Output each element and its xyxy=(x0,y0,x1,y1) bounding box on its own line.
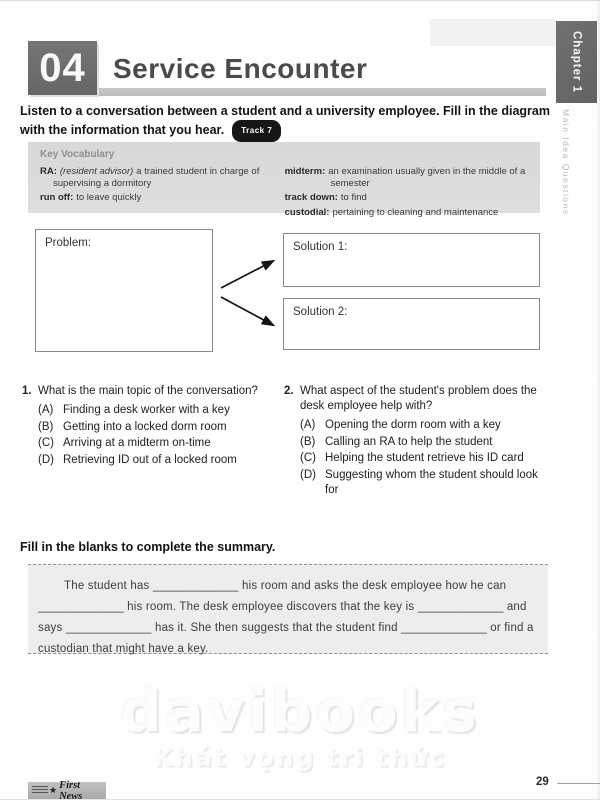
unit-number: 04 xyxy=(39,46,86,90)
option-letter: (D) xyxy=(300,468,316,481)
summary-line: says _____________ has it. She then suggests that the student find _____________ or find a xyxy=(38,622,534,634)
question-number: 1. xyxy=(22,385,32,397)
vocabulary-title: Key Vocabulary xyxy=(40,149,115,160)
option-text: Opening the dorm room with a key xyxy=(325,419,501,431)
option-letter: (C) xyxy=(300,452,316,464)
question-text: What is the main topic of the conversation? xyxy=(38,385,258,397)
instructions-line1: Listen to a conversation between a student and a university employee. Fill in the diagram xyxy=(20,104,550,118)
answer-option xyxy=(284,418,552,433)
question-2 xyxy=(284,384,552,498)
question-text: What aspect of the student's problem does the desk employee help with? xyxy=(300,385,537,412)
vocab-term: custodial: xyxy=(284,206,330,218)
logo-speed-lines xyxy=(32,786,48,795)
vocab-term-gloss: (resident advisor) xyxy=(59,166,134,177)
exercise-instructions xyxy=(20,103,550,142)
option-letter: (B) xyxy=(38,420,54,433)
answer-option xyxy=(22,453,280,468)
vocab-entry xyxy=(40,166,261,189)
solution-1-label: Solution 1: xyxy=(293,241,348,253)
solution-1-box xyxy=(283,233,540,287)
audio-track-badge: Track 7 xyxy=(232,120,281,142)
solution-2-box xyxy=(283,298,540,350)
chapter-tab-label: Chapter 1 xyxy=(570,30,583,94)
watermark xyxy=(0,677,600,772)
question-1 xyxy=(22,384,280,468)
option-text: Finding a desk worker with a key xyxy=(63,404,230,416)
page-number: 29 xyxy=(536,776,549,788)
chapter-tab xyxy=(556,21,597,103)
scan-edge-shading xyxy=(596,1,600,800)
answer-option xyxy=(22,436,280,451)
option-text: Calling an RA to help the student xyxy=(325,435,493,448)
scan-artifact xyxy=(430,19,556,46)
watermark-subtitle: Khát vọng tri thức xyxy=(153,743,447,772)
vocab-entry xyxy=(285,192,528,204)
summary-line: The student has _____________ his room and asks the desk employee how he can xyxy=(64,580,507,592)
answer-option xyxy=(284,451,552,466)
vocab-entry xyxy=(285,166,528,189)
arrow-to-solution-1 xyxy=(221,261,273,288)
title-underline-bar xyxy=(99,88,546,96)
star-icon: ★ xyxy=(48,785,58,795)
problem-label: Problem: xyxy=(45,237,92,249)
option-letter: (C) xyxy=(38,437,54,449)
option-letter: (B) xyxy=(300,435,316,448)
solution-2-label: Solution 2: xyxy=(293,306,348,318)
answer-option xyxy=(284,468,552,498)
answer-option xyxy=(284,435,552,450)
vocab-term: track down: xyxy=(284,192,338,203)
key-vocabulary-box xyxy=(28,142,540,218)
question-number: 2. xyxy=(284,385,294,397)
arrow-to-solution-2 xyxy=(221,297,273,325)
option-text: Retrieving ID out of a locked room xyxy=(63,453,237,466)
vocab-definition: a trained student in charge of supervising a dormitory xyxy=(53,166,260,189)
vocab-term: run off: xyxy=(40,192,74,203)
vocab-entry xyxy=(40,192,261,204)
vocab-term: midterm: xyxy=(284,166,326,177)
vocab-definition: an examination usually given in the middle of a semester xyxy=(328,166,526,189)
option-letter: (A) xyxy=(300,419,316,431)
problem-box xyxy=(35,229,213,352)
section-side-label-text: Main Idea Questions xyxy=(561,109,571,216)
summary-line: custodian that might have a key. xyxy=(38,643,209,655)
answer-option xyxy=(22,420,280,435)
instructions-line2: with the information that you hear. xyxy=(20,123,225,137)
first-news-logo xyxy=(28,779,106,800)
vocabulary-left-column xyxy=(40,166,261,221)
answer-option xyxy=(22,403,280,418)
vocab-definition: to leave quickly xyxy=(76,192,142,203)
section-side-label xyxy=(561,109,571,299)
page-title: Service Encounter xyxy=(113,53,368,84)
publisher-name: First News xyxy=(59,779,83,800)
vocab-definition: to find xyxy=(340,192,367,203)
option-letter: (D) xyxy=(38,453,54,466)
option-text: Helping the student retrieve his ID card xyxy=(325,452,524,464)
option-text: Arriving at a midterm on-time xyxy=(63,437,211,449)
unit-number-box xyxy=(28,41,97,95)
watermark-title: davibooks xyxy=(120,677,480,745)
summary-line: _____________ his room. The desk employee discovers that the key is _____________ and xyxy=(38,601,527,613)
diagram-arrows xyxy=(213,231,289,363)
vocab-definition: pertaining to cleaning and maintenance xyxy=(332,206,499,218)
summary-heading: Fill in the blanks to complete the summary. xyxy=(20,540,276,554)
vocab-term: RA: xyxy=(40,166,57,177)
option-text: Suggesting whom the student should look for xyxy=(325,468,538,496)
page-number-rule xyxy=(557,783,600,784)
option-letter: (A) xyxy=(38,404,54,416)
summary-box xyxy=(28,564,548,654)
option-text: Getting into a locked dorm room xyxy=(63,420,227,433)
vocabulary-right-column xyxy=(285,166,528,221)
vocab-entry xyxy=(285,207,528,219)
